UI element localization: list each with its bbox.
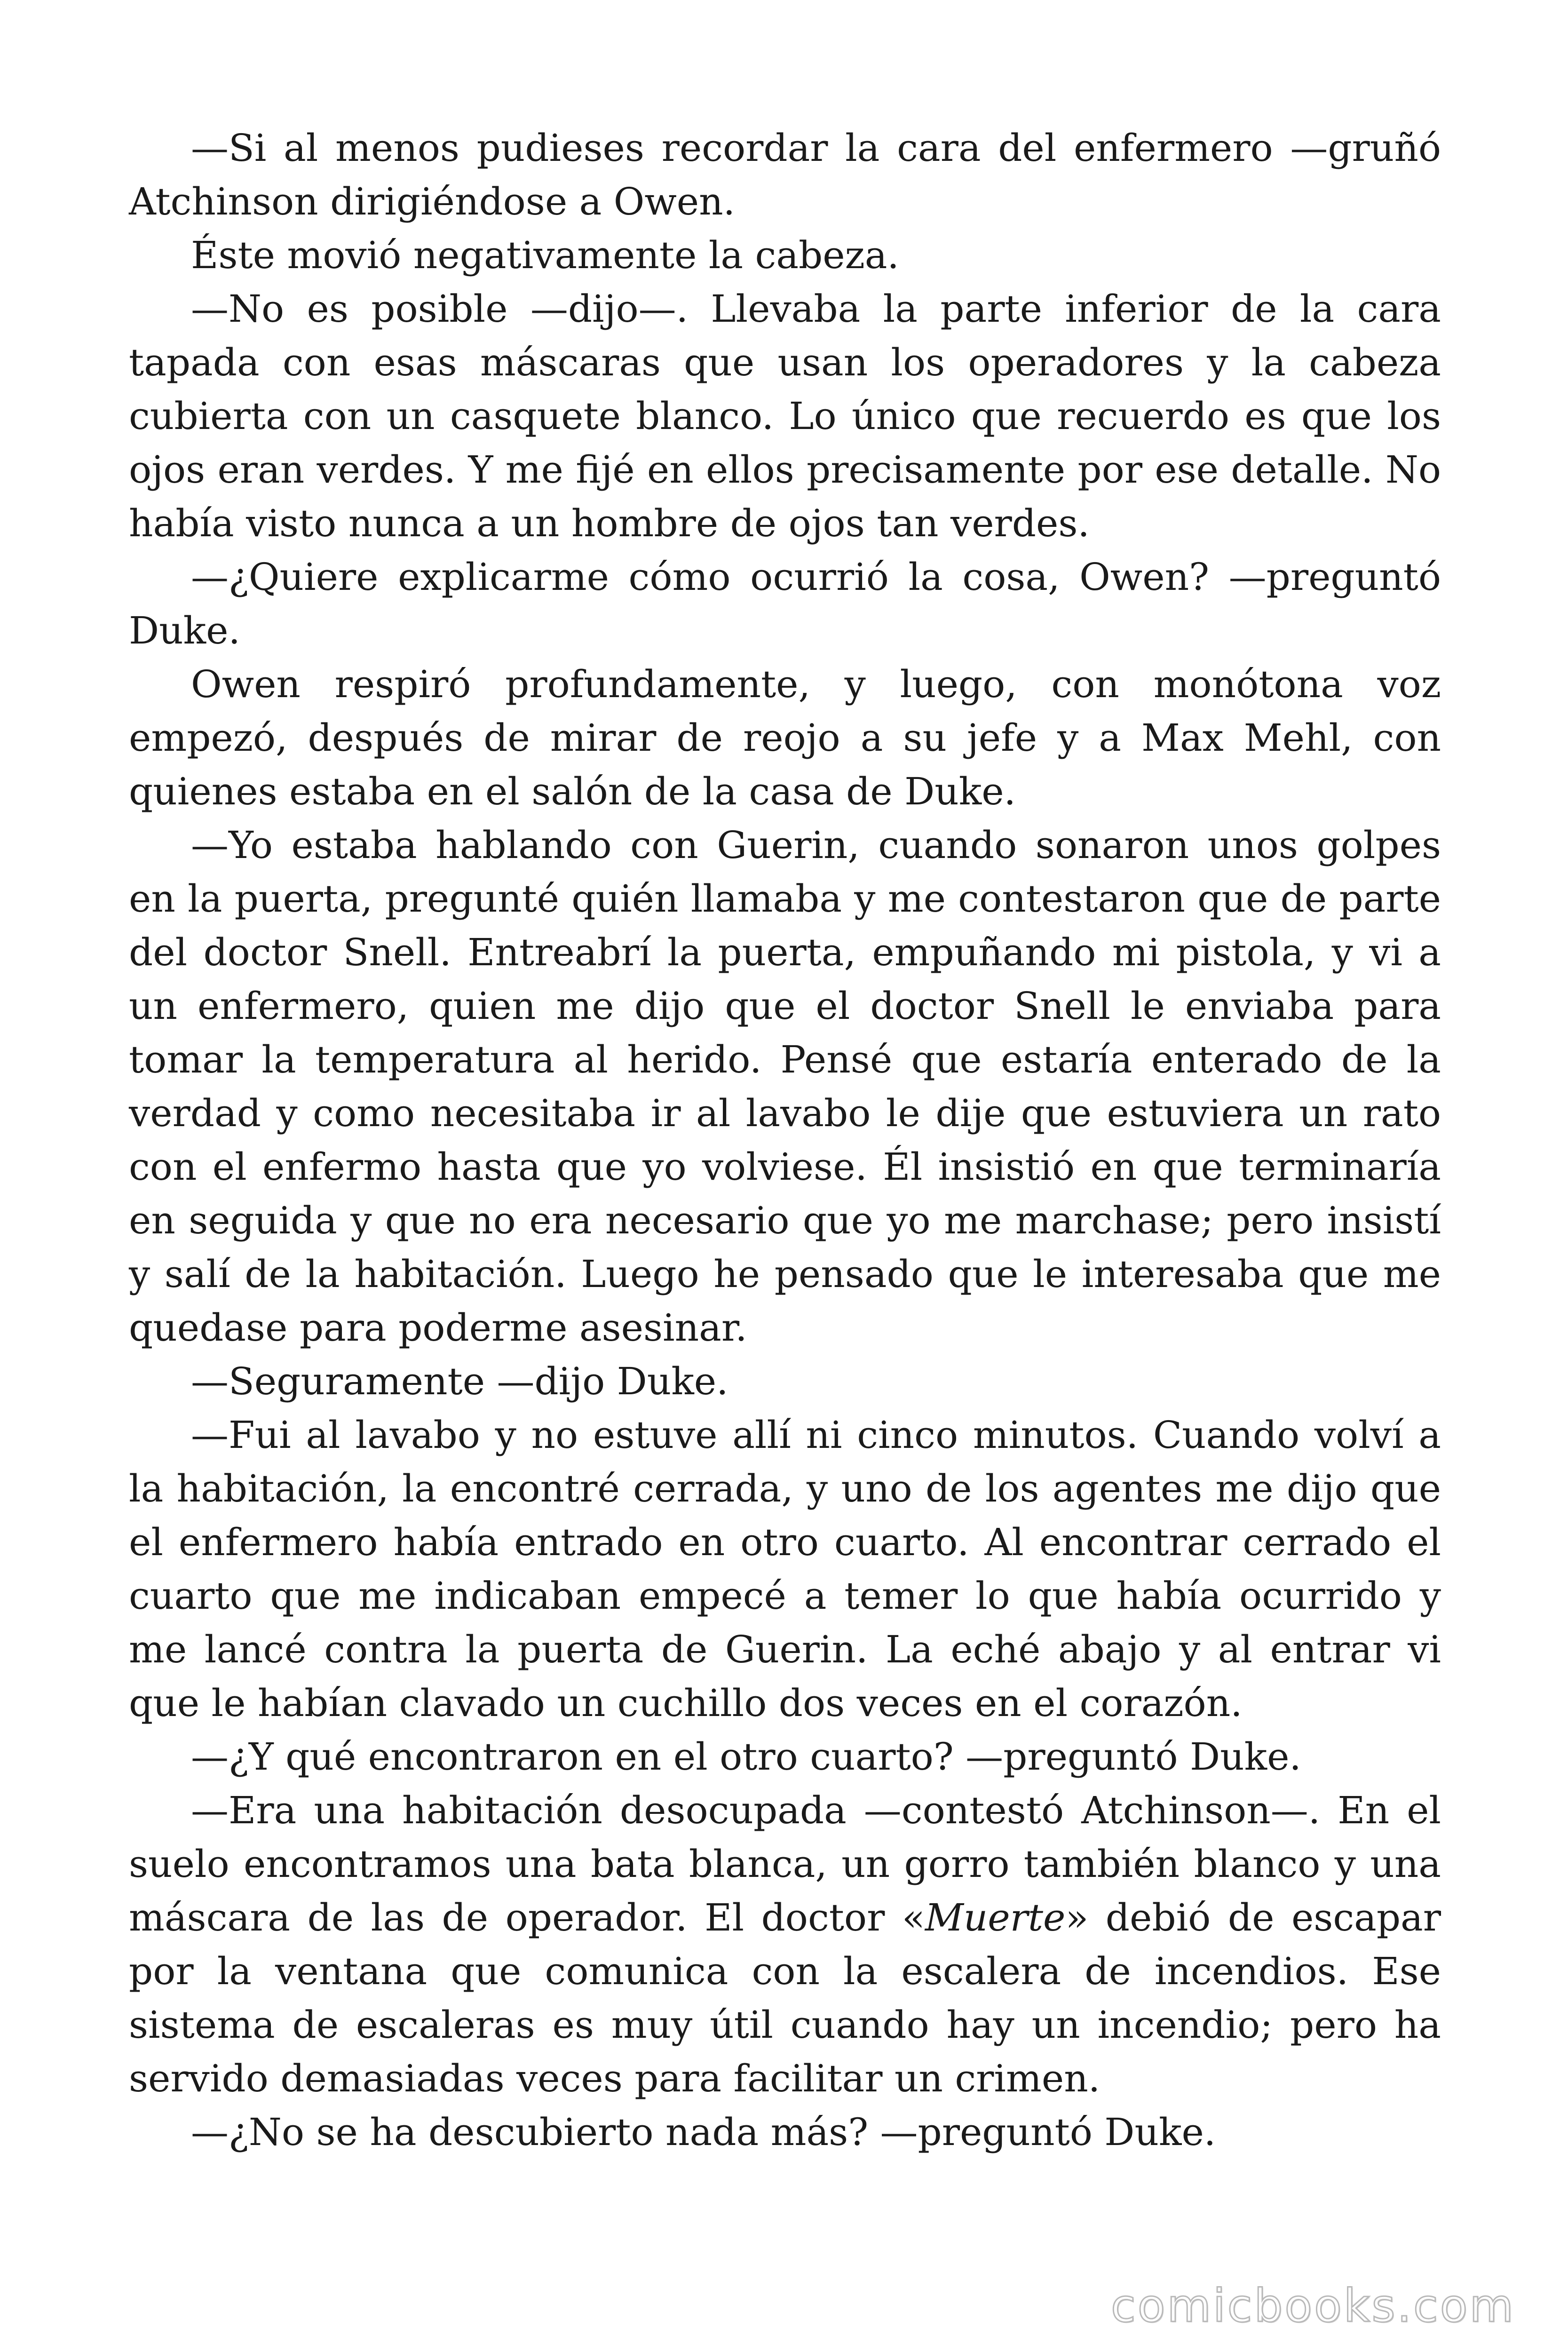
paragraph-last: —¿No se ha descubierto nada más? —preguntó Duke. bbox=[191, 2110, 1216, 2154]
paragraph: —¿Y qué encontraron en el otro cuarto? —preguntó Duke. bbox=[191, 1735, 1301, 1779]
paragraph: —Si al menos pudieses recordar la cara del enfermero —gruñó Atchinson dirigiéndose a Owen. bbox=[129, 126, 1441, 223]
paragraph-muerte-after: » debió de escapar por la ventana que comunica con la escalera de incendios. Ese sistema de escaleras es muy útil cuando hay un incendio; pero ha servido demasiadas veces para facilitar un crimen. bbox=[129, 1896, 1441, 2100]
paragraph: —Seguramente —dijo Duke. bbox=[191, 1359, 729, 1403]
paragraph-muerte bbox=[129, 1784, 1441, 2106]
paragraph: —¿Quiere explicarme cómo ocurrió la cosa, Owen? —preguntó Duke. bbox=[129, 555, 1441, 652]
muerte-emphasis: Muerte bbox=[925, 1896, 1066, 1939]
paragraph: —Fui al lavabo y no estuve allí ni cinco minutos. Cuando volví a la habitación, la encontré cerrada, y uno de los agentes me dijo que el enfermero había entrado en otro cuarto. Al encontrar cerrado el cuarto que me indicaban empecé a temer lo que había ocurrido y me lancé contra la puerta de Guerin. La eché abajo y al entrar vi que le habían clavado un cuchillo dos veces en el corazón. bbox=[129, 1413, 1441, 1725]
paragraph: —Yo estaba hablando con Guerin, cuando sonaron unos golpes en la puerta, pregunté quién llamaba y me contestaron que de parte del doctor Snell. Entreabrí la puerta, empuñando mi pistola, y vi a un enfermero, quien me dijo que el doctor Snell le enviaba para tomar la temperatura al herido. Pensé que estaría enterado de la verdad y como necesitaba ir al lavabo le dije que estuviera un rato con el enfermo hasta que yo volviese. Él insistió en que terminaría en seguida y que no era necesario que yo me marchase; pero insistí y salí de la habitación. Luego he pensado que le interesaba que me quedase para poderme asesinar. bbox=[129, 823, 1441, 1350]
watermark: comicbooks.com bbox=[1110, 2280, 1515, 2332]
paragraph: Éste movió negativamente la cabeza. bbox=[191, 233, 899, 277]
paragraph: —No es posible —dijo—. Llevaba la parte inferior de la cara tapada con esas máscaras que usan los operadores y la cabeza cubierta con un casquete blanco. Lo único que recuerdo es que los ojos eran verdes. Y me fijé en ellos precisamente por ese detalle. No había visto nunca a un hombre de ojos tan verdes. bbox=[129, 287, 1441, 545]
body-text bbox=[129, 121, 1441, 2159]
paragraph: Owen respiró profundamente, y luego, con monótona voz empezó, después de mirar de reojo a su jefe y a Max Mehl, con quienes estaba en el salón de la casa de Duke. bbox=[129, 662, 1441, 813]
paragraph-muerte-before: —Era una habitación desocupada —contestó Atchinson—. En el suelo encontramos una bata blanca, un gorro también blanco y una máscara de las de operador. El doctor « bbox=[129, 1788, 1441, 1939]
